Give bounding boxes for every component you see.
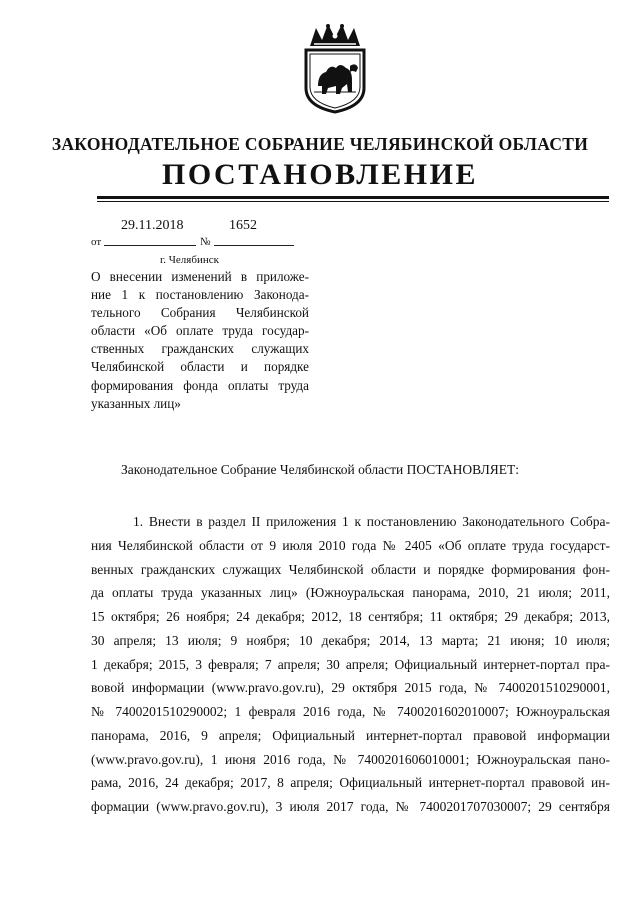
body-line: формации (www.pravo.gov.ru), 3 июля 2017 года, № 7400201707030007; 29 сентября [91, 799, 610, 814]
body-line: ния Челябинской области от 9 июля 2010 года № 2405 «Об оплате труда государст- [91, 537, 610, 553]
header-divider-thin [97, 201, 609, 202]
chelyabinsk-coat-of-arms-icon [296, 22, 374, 114]
subject-line: указанных лиц» [91, 395, 181, 411]
body-line: венных гражданских служащих Челябинской области и порядке формирования фон- [91, 561, 610, 577]
subject-line: О внесении изменений в приложе- [91, 269, 309, 284]
date-label: от [91, 236, 102, 248]
body-line: панорама, 2016, 9 апреля; Официальный интернет-портал правовой информации [91, 727, 610, 743]
document-date: 29.11.2018 [121, 218, 184, 233]
body-line: да оплаты труда указанных лиц» (Южноуральская панорама, 2010, 21 июля; 2011, [91, 585, 610, 601]
document-subject [91, 268, 309, 413]
organization-title: ЗАКОНОДАТЕЛЬНОЕ СОБРАНИЕ ЧЕЛЯБИНСКОЙ ОБЛАСТИ [51, 134, 589, 154]
number-underline [214, 245, 294, 246]
subject-line: области «Об оплате труда государ- [91, 323, 309, 339]
body-line: 15 октября; 26 ноября; 24 декабря; 2012, 18 сентября; 11 октября; 29 декабря; 2013, [91, 609, 610, 624]
document-type-title: ПОСТАНОВЛЕНИЕ [162, 158, 478, 191]
body-line: № 7400201510290002; 1 февраля 2016 года, № 7400201602010007; Южноуральская [91, 704, 610, 719]
body-line: (www.pravo.gov.ru), 1 июня 2016 года, № 7400201606010001; Южноуральская пано- [91, 751, 610, 767]
header-divider-thick [97, 196, 609, 199]
number-label: № [200, 236, 211, 248]
document-number: 1652 [229, 218, 257, 233]
body-line: 1. Внести в раздел II приложения 1 к постановлению Законодательного Собра- [133, 514, 610, 529]
decree-statement: Законодательное Собрание Челябинской области ПОСТАНОВЛЯЕТ: [120, 462, 520, 477]
body-line: вовой информации (www.pravo.gov.ru), 29 октября 2015 года, № 7400201510290001, [91, 680, 610, 696]
date-underline [104, 245, 196, 246]
body-line: 1 декабря; 2015, 3 февраля; 7 апреля; 30 апреля; Официальный интернет-портал пра- [91, 656, 610, 672]
subject-line: Челябинской области и порядке [91, 359, 309, 375]
subject-line: ние 1 к постановлению Законода- [91, 287, 309, 303]
body-line: 30 апреля; 13 июля; 9 ноября; 10 декабря; 2014, 13 марта; 21 июня; 10 июля; [91, 632, 610, 648]
body-line: рама, 2016, 24 декабря; 2017, 8 апреля; Официальный интернет-портал правовой ин- [91, 775, 610, 791]
document-body [91, 510, 610, 819]
subject-line: тельного Собрания Челябинской [91, 305, 309, 321]
subject-line: формирования фонда оплаты труда [91, 377, 309, 393]
subject-line: ственных гражданских служащих [91, 341, 309, 357]
city-label: г. Челябинск [160, 254, 219, 266]
